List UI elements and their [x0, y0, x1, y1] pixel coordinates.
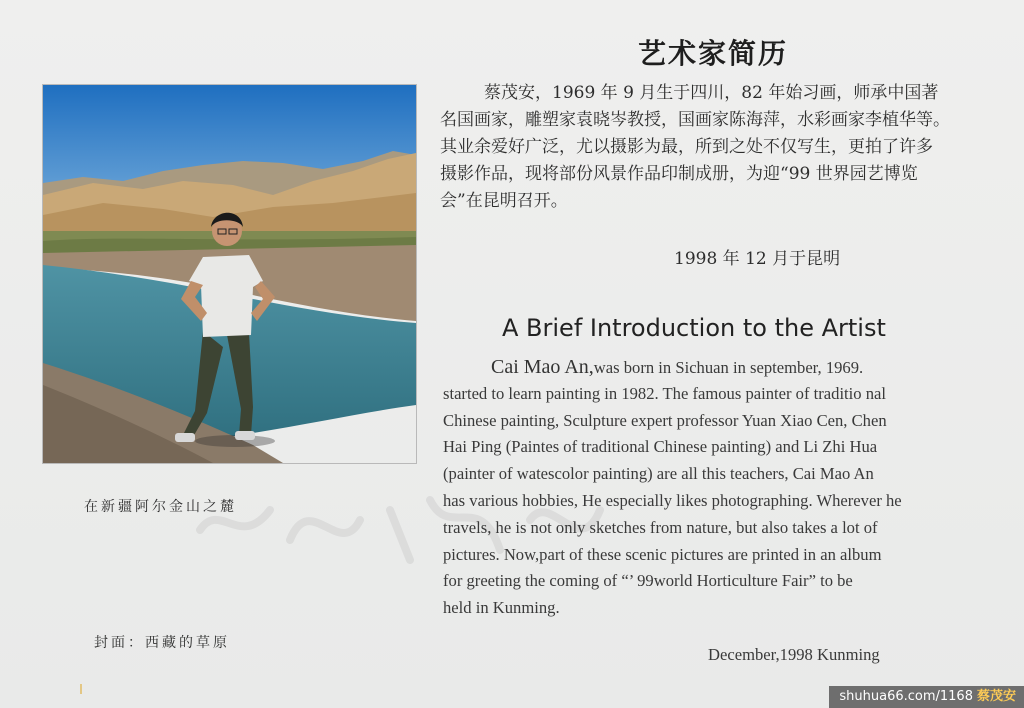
english-line: for greeting the coming of “’ 99world Horticulture Fair” to be — [443, 571, 853, 591]
chinese-date: 1998 年 12 月于昆明 — [674, 249, 841, 269]
chinese-line: 摄影作品，现将部份风景作品印制成册，为迎“99 世界园艺博览 — [440, 164, 918, 184]
artist-photo — [42, 84, 417, 464]
english-lead-name: Cai Mao An, — [491, 356, 594, 378]
english-line: Hai Ping (Paintes of traditional Chinese painting) and Li Zhi Hua — [443, 437, 878, 457]
chinese-title: 艺术家简历 — [638, 37, 789, 70]
english-biography — [443, 354, 999, 622]
english-line: was born in Sichuan in september, 1969. — [593, 358, 864, 377]
chinese-line: 蔡茂安，1969 年 9 月生于四川，82 年始习画，师承中国著 — [484, 83, 939, 103]
english-line: pictures. Now,part of these scenic pictures are printed in an album — [443, 544, 882, 564]
source-artist-name: 蔡茂安 — [976, 689, 1016, 704]
photo-caption: 在新疆阿尔金山之麓 — [84, 499, 237, 515]
chinese-biography — [440, 80, 1000, 215]
english-title: A Brief Introduction to the Artist — [502, 314, 886, 342]
source-watermark[interactable] — [829, 686, 1024, 708]
english-line: (painter of watescolor painting) are all this teachers, Cai Mao An — [443, 464, 874, 484]
english-date: December,1998 Kunming — [708, 645, 880, 664]
portrait-photo-icon — [43, 85, 416, 463]
english-line: has various hobbies, He especially likes photographing. Wherever he — [443, 490, 902, 510]
english-line: travels, he is not only sketches from nature, but also takes a lot of — [443, 517, 878, 537]
english-line: held in Kunming. — [443, 598, 560, 618]
chinese-line: 名国画家，雕塑家袁晓岑教授，国画家陈海萍，水彩画家李植华等。 — [440, 110, 950, 130]
chinese-line: 其业余爱好广泛，尤以摄影为最，所到之处不仅写生，更拍了许多 — [440, 137, 933, 157]
source-site[interactable]: shuhua66.com/1168 — [839, 689, 973, 704]
chinese-line: 会”在昆明召开。 — [440, 191, 568, 211]
cover-caption: 封面：西藏的草原 — [94, 635, 230, 651]
english-line: Chinese painting, Sculpture expert professor Yuan Xiao Cen, Chen — [443, 410, 887, 430]
english-line: started to learn painting in 1982. The famous painter of traditio nal — [443, 383, 886, 403]
page-edge-mark — [80, 684, 82, 694]
